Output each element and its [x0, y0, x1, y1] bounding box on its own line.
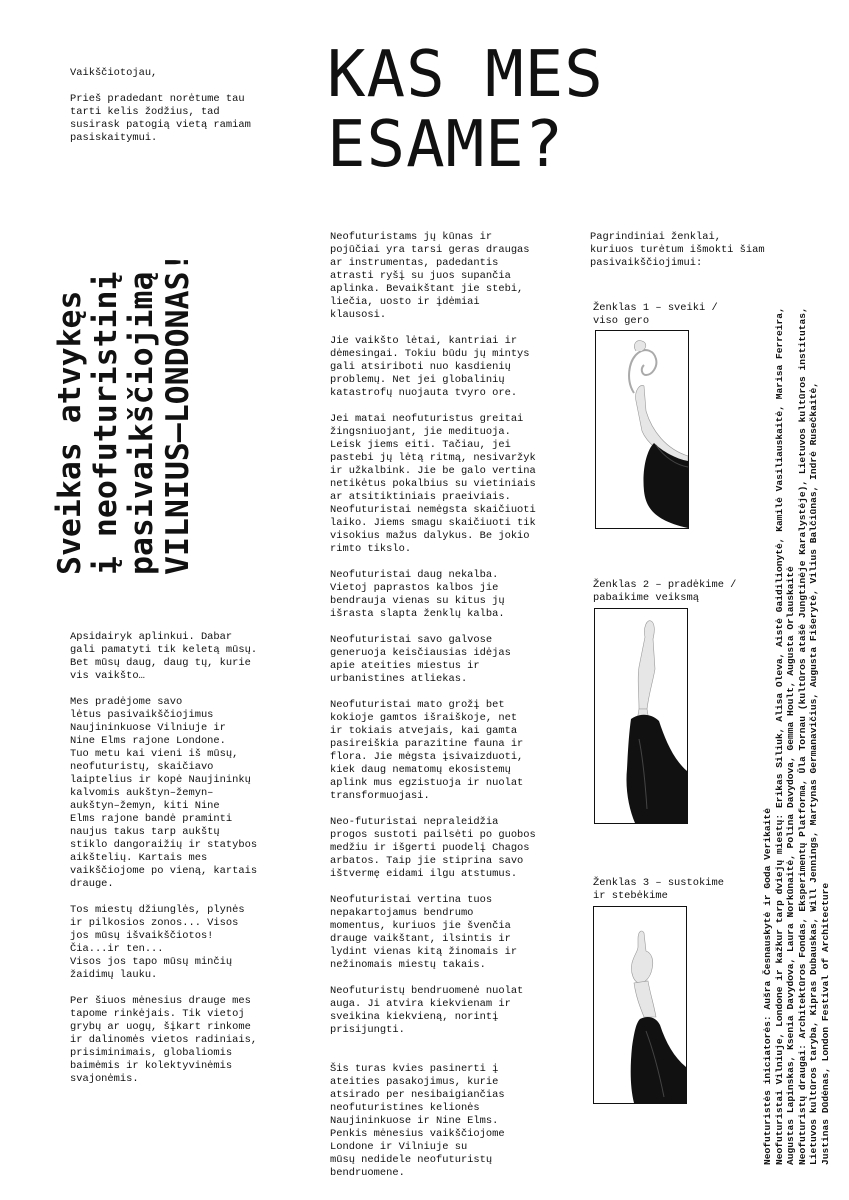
hand-ok-sign-icon [595, 330, 689, 529]
vertical-welcome-heading: Sveikas atvykęs į neofuturistinį pasivaikščiojimą VILNIUS–LONDONAS! [52, 252, 196, 575]
middle-column-text [330, 231, 540, 1193]
left-paragraph: Tos miestų džiunglės, plynės ir pilkosios zonos... Visos jos mūsų išvaikščiotos! Čia...ir ten... Visos jos tapo mūsų minčių žaidimų lauku. [70, 904, 245, 981]
middle-paragraph: Jei matai neofuturistus greitai žingsniuojant, jie medituoja. Leisk jiems eiti. Tačiau, jei pastebi jų lėtą ritmą, nesivaržyk ir užkalbink. Jie be galo vertina netikėtus pokalbius su vietiniais ar atsitiktiniais praeiviais. Neofuturistai nemėgsta skaičiuoti laiko. Jiems smagu skaičiuoti tik visokius mažus dalykus. Be jokio rimto tikslo. [330, 413, 536, 555]
signs-intro: Pagrindiniai ženklai, kuriuos turėtum išmokti šiam pasivaikščiojimui: [590, 231, 765, 269]
left-column-text [70, 631, 270, 1099]
left-paragraph: Per šiuos mėnesius drauge mes tapome rinkėjais. Tik vietoj grybų ar uogų, šįkart rinkome ir dalinomės vietos radiniais, prisiminimais, globaliomis baimėmis ir kolektyvinėmis svajonėmis. [70, 995, 258, 1085]
greeting-salutation: Vaikščiotojau, [70, 67, 158, 79]
left-paragraph: Apsidairyk aplinkui. Dabar gali pamatyti tik keletą mūsų. Bet mūsų daug, daug tų, kurie vis vaikšto… [70, 631, 258, 682]
hand-raised-flat-icon [594, 608, 688, 824]
middle-paragraph: Jie vaikšto lėtai, kantriai ir dėmesingai. Tokiu būdu jų mintys gali atsiriboti nuo kasdienių problemų. Net jei globalinių katastrofų nuojauta tvyro ore. [330, 335, 530, 399]
greeting-block [70, 67, 270, 158]
page-title: KAS MES ESAME? [327, 38, 604, 182]
sign-1-label: Ženklas 1 – sveiki / viso gero [593, 302, 718, 328]
sign-2-label: Ženklas 2 – pradėkime / pabaikime veiksmą [593, 579, 737, 605]
middle-paragraph: Neofuturistai savo galvose generuoja keisčiausias idėjas apie ateities miestus ir urbanistines atliekas. [330, 634, 511, 685]
middle-paragraph: Neofuturistų bendruomenė nuolat auga. Ji atvira kiekvienam ir sveikina kiekvieną, norintį prisijungti. [330, 985, 524, 1036]
middle-paragraph: Šis turas kvies pasinerti į ateities pasakojimus, kurie atsirado per nesibaigiančias neofuturistines kelionės Naujininkuose ir Nine Elms. Penkis mėnesius vaikščiojome Londone ir Vilniuje su mūsų nedidele neofuturistų bendruomene. [330, 1063, 505, 1179]
middle-paragraph: Neofuturistai vertina tuos nepakartojamus bendrumo momentus, kuriuos jie švenčia drauge vaikštant, ilsintis ir lydint vienas kitą žinomais ir nežinomais miestų takais. [330, 894, 518, 971]
middle-paragraph: Neofuturistai daug nekalba. Vietoj paprastos kalbos jie bendrauja vienas su kitus jų išrasta slapta ženklų kalba. [330, 569, 505, 620]
middle-paragraph: Neo-futuristai nepraleidžia progos sustoti pailsėti po guobos medžiu ir išgerti puodelį Chagos arbatos. Taip jie stiprina savo ištvermę eidami ilgu atstumus. [330, 816, 536, 880]
sign-3-label: Ženklas 3 – sustokime ir stebėkime [593, 877, 724, 903]
middle-paragraph: Neofuturistams jų kūnas ir pojūčiai yra tarsi geras draugas ar instrumentas, padedantis atrasti ryšį su juos supančia aplinka. Bevaikštant jie stebi, liečia, uosto ir įdėmiai klausosi. [330, 231, 530, 321]
left-paragraph: Mes pradėjome savo lėtus pasivaikščiojimus Naujininkuose Vilniuje ir Nine Elms rajone Londone. Tuo metu kai vieni iš mūsų, neofuturistų, skaičiavo laiptelius ir kopė Naujininkų kalvomis aukštyn–žemyn– aukštyn–žemyn, kiti Nine Elms rajone bandė praminti naujus takus tarp aukštų stiklo dangoraižių ir statybos aikštelių. Kartais mes vaikščiojome po vieną, kartais drauge. [70, 696, 258, 890]
greeting-text: Prieš pradedant norėtume tau tarti kelis žodžius, tad susirask patogią vietą ramiam pasiskaitymui. [70, 93, 251, 144]
credits-block: Neofuturistės iniciatorės: Aušra Česnauskytė ir Goda Verikaitė Neofuturistai Vilniuje, Londone ir kažkur tarp dviejų miestų: Erikas Siliuk, Alisa Oleva, Aistė Gaidilionytė, Kamilė Vasiliauskaitė, Marisa Ferreira, Augustas Lapinskas, Ksenia Davydova, Laura Norkūnaitė, Polina Davydova, Gemma Hoult, Augusta Orlauskaitė Neofuturistų draugai: Architektūros Fondas, Eksperimentų Platforma, Ūla Tornau (kultūros atašė Jungtinėje Karalystėje), Lietuvos kultūros institutas, Lietuvos kultūros taryba, Kipras Dubauskas, Will Jennings, Martynas Germanavičius, Augusta Fišerytė, Vilius Balčiūnas, Indrė Rusečkaitė, Justinas Dūdėnas, London Festival of Architecture [762, 307, 831, 1165]
middle-paragraph: Neofuturistai mato grožį bet kokioje gamtos išraiškoje, net ir tokiais atvejais, kai gamta pasireiškia parazitine fauna ir flora. Jie mėgsta įsivaizduoti, kiek daug nematomų ekosistemų aplink mus egzistuoja ir nuolat transformuojasi. [330, 699, 524, 802]
hand-pointing-up-icon [593, 906, 687, 1104]
